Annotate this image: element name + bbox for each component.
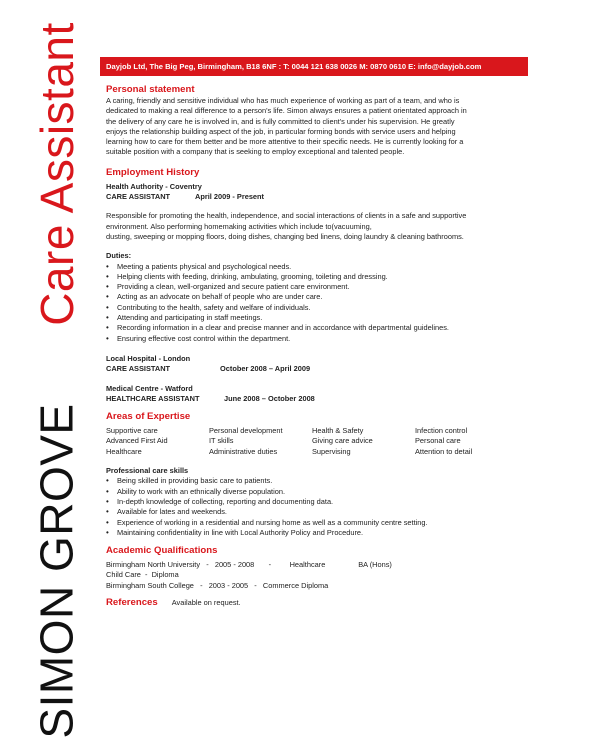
contact-bar: Dayjob Ltd, The Big Peg, Birmingham, B18 6NF : T: 0044 121 638 0026 M: 0870 0610 E: info@dayjob.com — [100, 57, 528, 76]
list-item: • Contributing to the health, safety and welfare of individuals. — [117, 303, 526, 313]
personal-statement-heading: Personal statement — [106, 84, 195, 95]
expertise-item: Advanced First Aid — [106, 436, 168, 446]
skills-list — [106, 476, 526, 538]
responsibilities — [106, 211, 526, 242]
expertise-item: Supervising — [312, 446, 351, 456]
list-item: • Ability to work with an ethnically diverse population. — [117, 487, 526, 497]
job-2-role: CARE ASSISTANT — [106, 364, 171, 374]
expertise-heading: Areas of Expertise — [106, 411, 191, 423]
expertise-item: Healthcare — [106, 446, 142, 456]
expertise-grid — [106, 426, 526, 457]
job-3-role-line — [106, 394, 526, 404]
qualification-row-1: Birmingham North University - 2005 - 2008 - Healthcare BA (Hons) — [106, 560, 392, 570]
resp-line: Responsible for promoting the health, independence, and social interactions of clients in a safe and supportive — [106, 211, 467, 221]
list-item: • In-depth knowledge of collecting, reporting and documenting data. — [117, 497, 526, 507]
duties-list — [106, 262, 526, 344]
side-title: Care Assistant — [31, 22, 84, 326]
list-item: • Attending and participating in staff meetings. — [117, 313, 526, 323]
qualifications-heading: Academic Qualifications — [106, 545, 218, 557]
expertise-item: Personal care — [415, 436, 461, 446]
statement-line: the delivery of any care he is involved in, and is fully committed to client's under his supervision. He greatly — [106, 116, 455, 126]
qualification-row-2: Child Care - Diploma — [106, 570, 179, 580]
list-item: • Recording information in a clear and precise manner and in accordance with departmental guidelines. — [117, 323, 526, 333]
list-item: • Maintaining confidentiality in line with Local Authority Policy and Procedure. — [117, 528, 526, 538]
references-row — [106, 597, 526, 609]
qualification-row-3: Birmingham South College - 2003 - 2005 - Commerce Diploma — [106, 580, 329, 590]
statement-line: A caring, friendly and sensitive individual who has much experience of working as part of a team, and who is — [106, 96, 460, 105]
statement-line: dedicated to making a real difference to a person's life. Simon always ensures a patient orientated approach in — [106, 106, 467, 116]
list-item: • Ensuring effective cost control within the department. — [117, 334, 526, 344]
statement-line: enjoys the relationship building aspect of the job, in particular forming bonds with service users and helping — [106, 126, 456, 136]
employer-2: Local Hospital - London — [106, 353, 191, 363]
job-3-role: HEALTHCARE ASSISTANT — [106, 393, 200, 403]
statement-line: suitable position with a company that is seeking to employ exceptional and talented people. — [106, 147, 405, 157]
expertise-item: Health & Safety — [312, 426, 364, 436]
employment-heading: Employment History — [106, 166, 200, 178]
resp-line: environment. Also performing homemaking activities which include to(vacuuming, — [106, 221, 372, 231]
expertise-item: Infection control — [415, 426, 468, 436]
job-1-dates: April 2009 - Present — [195, 192, 265, 202]
references-heading: References — [106, 596, 158, 608]
list-item: • Being skilled in providing basic care to patients. — [117, 476, 526, 486]
job-1-role-line — [106, 192, 526, 202]
skills-label: Professional care skills — [106, 466, 189, 476]
expertise-item: Attention to detail — [415, 446, 473, 456]
expertise-item: Giving care advice — [312, 436, 373, 446]
expertise-item: IT skills — [209, 436, 234, 446]
employer-3: Medical Centre - Watford — [106, 383, 193, 393]
expertise-item: Administrative duties — [209, 446, 278, 456]
job-2-dates: October 2008 – April 2009 — [220, 364, 311, 374]
job-1-role: CARE ASSISTANT — [106, 192, 171, 202]
list-item: • Experience of working in a residential and nursing home as well as a community centre setting. — [117, 518, 526, 528]
resume-body — [106, 80, 526, 609]
statement-line: learning how to care for them better and be more attentive to their specific needs. He is currently looking for a — [106, 137, 464, 147]
expertise-item: Personal development — [209, 426, 283, 436]
employer-1: Health Authority - Coventry — [106, 181, 202, 191]
references-text: Available on request. — [171, 597, 241, 607]
personal-statement — [106, 96, 526, 158]
job-3-dates: June 2008 – October 2008 — [224, 393, 315, 403]
expertise-item: Supportive care — [106, 426, 158, 436]
list-item: • Available for lates and weekends. — [117, 507, 526, 517]
list-item: • Helping clients with feeding, drinking, ambulating, grooming, toileting and dressing. — [117, 272, 526, 282]
resp-line: dusting, sweeping or mopping floors, doing dishes, changing bed linens, doing laundry & cleaning bathrooms. — [106, 231, 464, 241]
list-item: • Acting as an advocate on behalf of people who are under care. — [117, 292, 526, 302]
job-2-role-line — [106, 364, 526, 374]
duties-label: Duties: — [106, 251, 132, 261]
list-item: • Meeting a patients physical and psychological needs. — [117, 262, 526, 272]
side-name: SIMON GROVE — [31, 403, 83, 739]
list-item: • Providing a clean, well-organized and secure patient care environment. — [117, 282, 526, 292]
